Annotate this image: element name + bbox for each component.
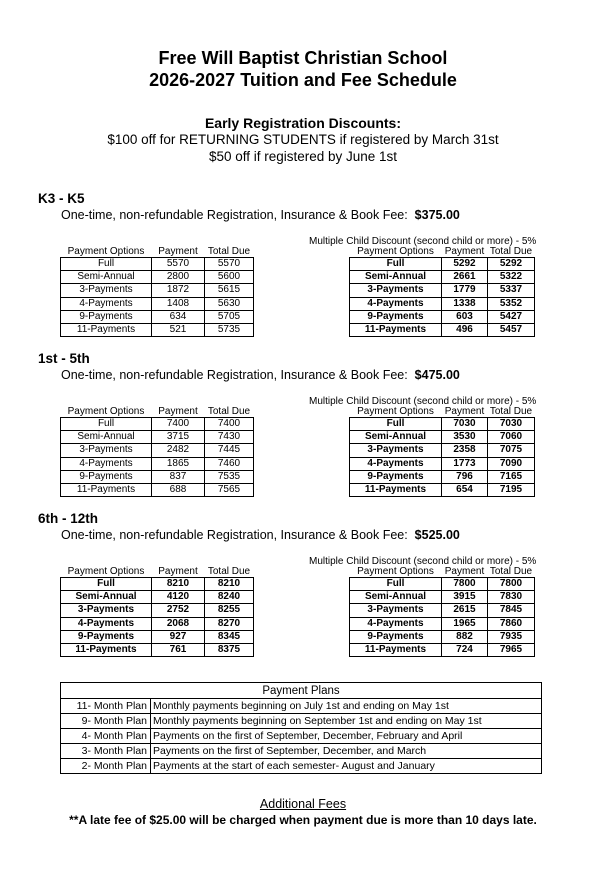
discount-line-2: $50 off if registered by June 1st <box>208 149 398 164</box>
payment-amount-cell: 927 <box>152 630 205 643</box>
column-header-options: Payment Options <box>350 407 442 418</box>
payment-option-cell: 9-Payments <box>350 630 442 643</box>
plan-name-cell: 9- Month Plan <box>61 714 151 729</box>
column-header-payment: Payment <box>152 567 205 578</box>
column-header-options: Payment Options <box>61 407 152 418</box>
payment-amount-cell: 7800 <box>442 578 488 591</box>
plan-description-cell: Monthly payments beginning on July 1st and ending on May 1st <box>151 699 542 714</box>
table-row <box>350 297 535 310</box>
payment-amount-cell: 796 <box>442 470 488 483</box>
payment-amount-cell: 724 <box>442 643 488 656</box>
payment-option-cell: 3-Payments <box>350 444 442 457</box>
discount-table-k3-k5 <box>349 247 535 337</box>
payment-amount-cell: 4120 <box>152 591 205 604</box>
total-due-cell: 8240 <box>205 591 254 604</box>
payment-plan-row <box>61 714 542 729</box>
total-due-cell: 5352 <box>488 297 535 310</box>
total-due-cell: 7165 <box>488 470 535 483</box>
table-row <box>350 483 535 496</box>
multiple-child-discount-label: Multiple Child Discount (second child or more) - 5% <box>309 236 537 247</box>
table-header-row <box>61 247 254 258</box>
table-row <box>61 617 254 630</box>
total-due-cell: 7860 <box>488 617 535 630</box>
late-fee-note: **A late fee of $25.00 will be charged when payment due is more than 10 days late. <box>69 813 537 827</box>
total-due-cell: 7845 <box>488 604 535 617</box>
payment-option-cell: 4-Payments <box>61 457 152 470</box>
table-header-row <box>350 247 535 258</box>
discounts-title: Early Registration Discounts: <box>204 115 402 131</box>
plan-description-cell: Payments on the first of September, December, and March <box>151 744 542 759</box>
payment-option-cell: 9-Payments <box>61 630 152 643</box>
column-header-payment: Payment <box>152 247 205 258</box>
multiple-child-discount-label: Multiple Child Discount (second child or more) - 5% <box>309 396 537 407</box>
payment-amount-cell: 496 <box>442 323 488 336</box>
payment-amount-cell: 1408 <box>152 297 205 310</box>
table-row <box>61 284 254 297</box>
payment-plan-row <box>61 699 542 714</box>
table-row <box>61 457 254 470</box>
payment-option-cell: 3-Payments <box>61 284 152 297</box>
total-due-cell: 8255 <box>205 604 254 617</box>
table-row <box>61 431 254 444</box>
table-row <box>350 630 535 643</box>
total-due-cell: 5630 <box>205 297 254 310</box>
column-header-payment: Payment <box>152 407 205 418</box>
payment-option-cell: 4-Payments <box>61 617 152 630</box>
payment-amount-cell: 1779 <box>442 284 488 297</box>
column-header-total: Total Due <box>205 247 254 258</box>
payment-amount-cell: 1965 <box>442 617 488 630</box>
payment-option-cell: 3-Payments <box>350 284 442 297</box>
total-due-cell: 7800 <box>488 578 535 591</box>
payment-amount-cell: 3915 <box>442 591 488 604</box>
table-row <box>61 271 254 284</box>
table-row <box>350 643 535 656</box>
total-due-cell: 5427 <box>488 310 535 323</box>
payment-amount-cell: 7030 <box>442 418 488 431</box>
column-header-payment: Payment <box>442 407 488 418</box>
payment-option-cell: 3-Payments <box>61 604 152 617</box>
schedule-title: 2026-2027 Tuition and Fee Schedule <box>149 70 457 90</box>
payment-option-cell: 4-Payments <box>350 617 442 630</box>
payment-plan-row <box>61 759 542 774</box>
total-due-cell: 5705 <box>205 310 254 323</box>
total-due-cell: 8210 <box>205 578 254 591</box>
table-row <box>61 591 254 604</box>
payment-option-cell: 11-Payments <box>350 483 442 496</box>
payment-amount-cell: 5570 <box>152 258 205 271</box>
table-row <box>350 284 535 297</box>
payment-amount-cell: 688 <box>152 483 205 496</box>
table-row <box>350 271 535 284</box>
payment-option-cell: Semi-Annual <box>350 431 442 444</box>
payment-amount-cell: 654 <box>442 483 488 496</box>
payment-amount-cell: 5292 <box>442 258 488 271</box>
payment-amount-cell: 2800 <box>152 271 205 284</box>
discount-table-6th-12th <box>349 567 535 657</box>
payment-option-cell: Semi-Annual <box>61 591 152 604</box>
discount-line-1: $100 off for RETURNING STUDENTS if registered by March 31st <box>107 132 499 147</box>
payment-amount-cell: 837 <box>152 470 205 483</box>
total-due-cell: 5600 <box>205 271 254 284</box>
plan-name-cell: 3- Month Plan <box>61 744 151 759</box>
table-row <box>61 483 254 496</box>
payment-option-cell: 9-Payments <box>350 310 442 323</box>
payment-amount-cell: 882 <box>442 630 488 643</box>
table-header-row <box>61 567 254 578</box>
payment-option-cell: 11-Payments <box>61 323 152 336</box>
table-row <box>61 323 254 336</box>
payment-amount-cell: 8210 <box>152 578 205 591</box>
total-due-cell: 7830 <box>488 591 535 604</box>
payment-amount-cell: 2482 <box>152 444 205 457</box>
total-due-cell: 5322 <box>488 271 535 284</box>
column-header-total: Total Due <box>488 247 535 258</box>
payment-option-cell: 9-Payments <box>61 470 152 483</box>
table-row <box>350 258 535 271</box>
payment-amount-cell: 3530 <box>442 431 488 444</box>
payment-amount-cell: 1338 <box>442 297 488 310</box>
total-due-cell: 7445 <box>205 444 254 457</box>
total-due-cell: 7090 <box>488 457 535 470</box>
total-due-cell: 7965 <box>488 643 535 656</box>
table-row <box>350 470 535 483</box>
tuition-table-6th-12th <box>60 567 254 657</box>
table-row <box>61 604 254 617</box>
table-row <box>61 578 254 591</box>
payment-amount-cell: 1865 <box>152 457 205 470</box>
additional-fees-title: Additional Fees <box>259 797 347 811</box>
payment-amount-cell: 1773 <box>442 457 488 470</box>
total-due-cell: 5337 <box>488 284 535 297</box>
payment-amount-cell: 3715 <box>152 431 205 444</box>
payment-amount-cell: 521 <box>152 323 205 336</box>
total-due-cell: 7060 <box>488 431 535 444</box>
total-due-cell: 7460 <box>205 457 254 470</box>
column-header-payment: Payment <box>442 567 488 578</box>
school-name: Free Will Baptist Christian School <box>158 48 448 68</box>
total-due-cell: 7535 <box>205 470 254 483</box>
column-header-total: Total Due <box>205 567 254 578</box>
payment-plan-row <box>61 744 542 759</box>
section-title-6th-12th: 6th - 12th <box>38 511 99 526</box>
payment-option-cell: Semi-Annual <box>61 431 152 444</box>
payment-option-cell: Semi-Annual <box>350 271 442 284</box>
payment-amount-cell: 2615 <box>442 604 488 617</box>
payment-option-cell: 4-Payments <box>350 297 442 310</box>
total-due-cell: 7430 <box>205 431 254 444</box>
total-due-cell: 7030 <box>488 418 535 431</box>
payment-option-cell: Full <box>350 258 442 271</box>
table-row <box>350 431 535 444</box>
table-row <box>350 323 535 336</box>
plan-description-cell: Payments at the start of each semester- August and January <box>151 759 542 774</box>
total-due-cell: 7075 <box>488 444 535 457</box>
payment-amount-cell: 761 <box>152 643 205 656</box>
payment-option-cell: 3-Payments <box>350 604 442 617</box>
registration-fee: One-time, non-refundable Registration, Insurance & Book Fee: $475.00 <box>61 368 460 382</box>
registration-fee: One-time, non-refundable Registration, Insurance & Book Fee: $525.00 <box>61 528 460 542</box>
column-header-options: Payment Options <box>350 247 442 258</box>
column-header-total: Total Due <box>488 407 535 418</box>
payment-option-cell: Full <box>350 578 442 591</box>
payment-option-cell: Full <box>61 258 152 271</box>
total-due-cell: 5457 <box>488 323 535 336</box>
payment-option-cell: Semi-Annual <box>350 591 442 604</box>
column-header-total: Total Due <box>205 407 254 418</box>
payment-amount-cell: 2752 <box>152 604 205 617</box>
payment-option-cell: Semi-Annual <box>61 271 152 284</box>
tuition-table-k3-k5 <box>60 247 254 337</box>
table-row <box>350 418 535 431</box>
table-row <box>61 630 254 643</box>
discount-table-1st-5th <box>349 407 535 497</box>
table-row <box>350 617 535 630</box>
table-row <box>350 578 535 591</box>
payment-amount-cell: 634 <box>152 310 205 323</box>
plan-description-cell: Payments on the first of September, December, February and April <box>151 729 542 744</box>
plan-name-cell: 11- Month Plan <box>61 699 151 714</box>
total-due-cell: 8270 <box>205 617 254 630</box>
table-header-row <box>350 567 535 578</box>
table-row <box>350 444 535 457</box>
section-title-k3-k5: K3 - K5 <box>38 191 85 206</box>
payment-option-cell: 9-Payments <box>61 310 152 323</box>
column-header-total: Total Due <box>488 567 535 578</box>
payment-option-cell: 11-Payments <box>61 483 152 496</box>
plan-description-cell: Monthly payments beginning on September 1st and ending on May 1st <box>151 714 542 729</box>
table-row <box>350 457 535 470</box>
table-row <box>61 297 254 310</box>
payment-option-cell: 4-Payments <box>350 457 442 470</box>
total-due-cell: 7400 <box>205 418 254 431</box>
payment-option-cell: 11-Payments <box>350 643 442 656</box>
payment-option-cell: Full <box>350 418 442 431</box>
total-due-cell: 5615 <box>205 284 254 297</box>
table-row <box>350 604 535 617</box>
payment-amount-cell: 2358 <box>442 444 488 457</box>
multiple-child-discount-label: Multiple Child Discount (second child or more) - 5% <box>309 556 537 567</box>
total-due-cell: 5570 <box>205 258 254 271</box>
table-row <box>61 258 254 271</box>
column-header-options: Payment Options <box>350 567 442 578</box>
payment-option-cell: 11-Payments <box>350 323 442 336</box>
payment-option-cell: 3-Payments <box>61 444 152 457</box>
payment-option-cell: Full <box>61 418 152 431</box>
payment-option-cell: Full <box>61 578 152 591</box>
total-due-cell: 7935 <box>488 630 535 643</box>
payment-option-cell: 9-Payments <box>350 470 442 483</box>
tuition-table-1st-5th <box>60 407 254 497</box>
section-title-1st-5th: 1st - 5th <box>38 351 90 366</box>
registration-fee: One-time, non-refundable Registration, Insurance & Book Fee: $375.00 <box>61 208 460 222</box>
table-header-row <box>61 407 254 418</box>
table-row <box>350 591 535 604</box>
total-due-cell: 5292 <box>488 258 535 271</box>
payment-amount-cell: 603 <box>442 310 488 323</box>
plan-name-cell: 2- Month Plan <box>61 759 151 774</box>
total-due-cell: 7195 <box>488 483 535 496</box>
payment-amount-cell: 2661 <box>442 271 488 284</box>
column-header-options: Payment Options <box>61 567 152 578</box>
table-row <box>61 470 254 483</box>
payment-plans-table <box>60 682 542 774</box>
payment-option-cell: 4-Payments <box>61 297 152 310</box>
payment-plan-row <box>61 729 542 744</box>
column-header-options: Payment Options <box>61 247 152 258</box>
table-row <box>61 444 254 457</box>
table-row <box>350 310 535 323</box>
payment-amount-cell: 7400 <box>152 418 205 431</box>
table-row <box>61 643 254 656</box>
payment-amount-cell: 1872 <box>152 284 205 297</box>
table-row <box>61 310 254 323</box>
total-due-cell: 8375 <box>205 643 254 656</box>
total-due-cell: 8345 <box>205 630 254 643</box>
table-header-row <box>350 407 535 418</box>
table-row <box>61 418 254 431</box>
payment-plans-title: Payment Plans <box>61 683 542 699</box>
column-header-payment: Payment <box>442 247 488 258</box>
payment-option-cell: 11-Payments <box>61 643 152 656</box>
total-due-cell: 5735 <box>205 323 254 336</box>
total-due-cell: 7565 <box>205 483 254 496</box>
plan-name-cell: 4- Month Plan <box>61 729 151 744</box>
payment-amount-cell: 2068 <box>152 617 205 630</box>
